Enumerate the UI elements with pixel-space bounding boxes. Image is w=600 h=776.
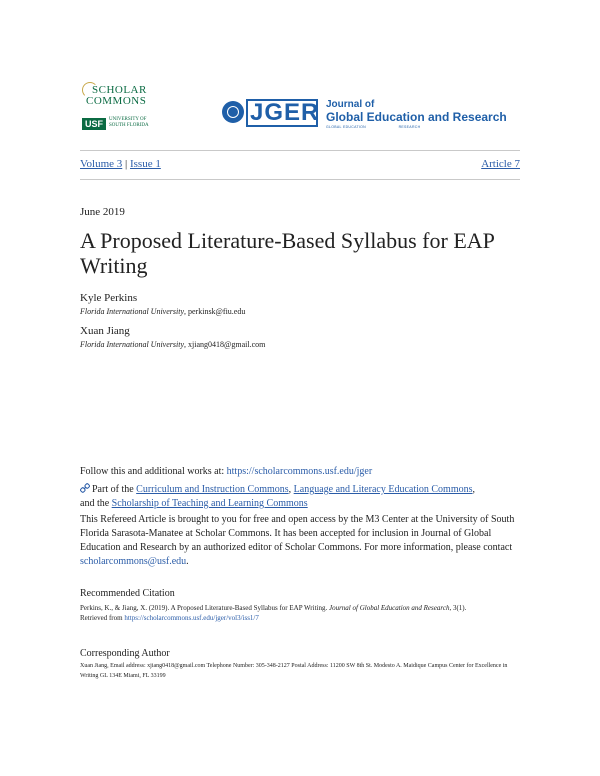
article-title: A Proposed Literature-Based Syllabus for EAP Writing <box>80 228 495 278</box>
affiliation-name: Florida International University <box>80 340 184 349</box>
volume-issue <box>80 158 161 170</box>
jger-sub-left: GLOBAL EDUCATION <box>326 125 367 129</box>
journal-name-text: Global Education and Research <box>326 110 507 124</box>
citation-volume: , 3(1). <box>449 604 467 612</box>
contact-email-link[interactable]: scholarcommons@usf.edu <box>80 556 187 567</box>
chain-link-icon <box>80 483 90 493</box>
volume-separator: | <box>122 158 130 170</box>
follow-line <box>80 465 530 479</box>
citation-url-link[interactable]: https://scholarcommons.usf.edu/jger/vol3/iss1/7 <box>124 614 259 622</box>
language-literacy-commons-link[interactable]: Language and Literacy Education Commons <box>293 484 473 495</box>
access-note-end: . <box>186 556 189 567</box>
part-of-line <box>80 483 530 511</box>
part-of-sep2: , <box>472 484 475 495</box>
corresponding-author-body: Xuan Jiang, Email address: xjiang0418@gmail.com Telephone Number: 305-348-2127 Postal Address: 11200 SW 8th St. Modesto A. Maidique Campus Center for Excellence in Writing GL 134E Miami, FL 33199 <box>80 663 508 679</box>
author-name: Xuan Jiang <box>80 325 130 337</box>
author-name: Kyle Perkins <box>80 292 138 304</box>
globe-icon <box>222 101 244 123</box>
part-of-and: and the <box>80 498 112 509</box>
citation-text: Perkins, K., & Jiang, X. (2019). A Proposed Literature-Based Syllabus for EAP Writing. <box>80 604 329 612</box>
author-affiliation <box>80 307 245 316</box>
retrieved-text: Retrieved from <box>80 614 125 622</box>
author-block-2 <box>80 325 265 349</box>
access-note-text: This Refereed Article is brought to you for free and open access by the M3 Center at the University of South Florida Sarasota-Manatee at Scholar Commons. It has been accepted for inclusion in Journal of Global Education and Research by an authorized editor of Scholar Commons. For more information, please contact <box>80 514 515 553</box>
citation-journal: Journal of Global Education and Research <box>328 604 450 612</box>
journal-of-text: Journal of <box>326 99 375 110</box>
access-note <box>80 513 525 569</box>
jger-sub-right: RESEARCH <box>398 125 421 129</box>
curriculum-commons-link[interactable]: Curriculum and Instruction Commons <box>136 484 289 495</box>
issue-bar <box>80 150 520 180</box>
logo-commons-text: COMMONS <box>86 95 147 107</box>
usf-badge: USF <box>82 118 106 130</box>
issue-link[interactable]: Issue 1 <box>129 158 161 170</box>
recommended-citation-heading: Recommended Citation <box>80 588 175 599</box>
scholar-commons-logo <box>82 84 160 136</box>
recommended-citation-body <box>80 603 525 623</box>
affiliation-name: Florida International University <box>80 307 184 316</box>
follow-text: Follow this and additional works at: <box>80 466 227 477</box>
logo-scholar-text: SCHOLAR <box>92 84 147 96</box>
author-email: , xjiang0418@gmail.com <box>184 340 266 349</box>
author-affiliation <box>80 340 265 349</box>
author-block-1 <box>80 292 245 316</box>
usf-name: UNIVERSITY OF SOUTH FLORIDA <box>109 117 149 128</box>
article-link[interactable]: Article 7 <box>481 158 520 170</box>
publication-date: June 2019 <box>80 206 125 218</box>
part-of-prefix: Part of the <box>92 484 137 495</box>
scholarship-teaching-commons-link[interactable]: Scholarship of Teaching and Learning Commons <box>111 498 308 509</box>
jger-logo <box>222 99 522 133</box>
part-of-sep1: , <box>288 484 294 495</box>
jger-subtitle <box>326 125 420 129</box>
author-email: , perkinsk@fiu.edu <box>184 307 246 316</box>
follow-link[interactable]: https://scholarcommons.usf.edu/jger <box>226 466 373 477</box>
volume-link[interactable]: Volume 3 <box>80 158 123 170</box>
jger-letters: JGER <box>250 99 320 126</box>
corresponding-author-heading: Corresponding Author <box>80 648 170 659</box>
